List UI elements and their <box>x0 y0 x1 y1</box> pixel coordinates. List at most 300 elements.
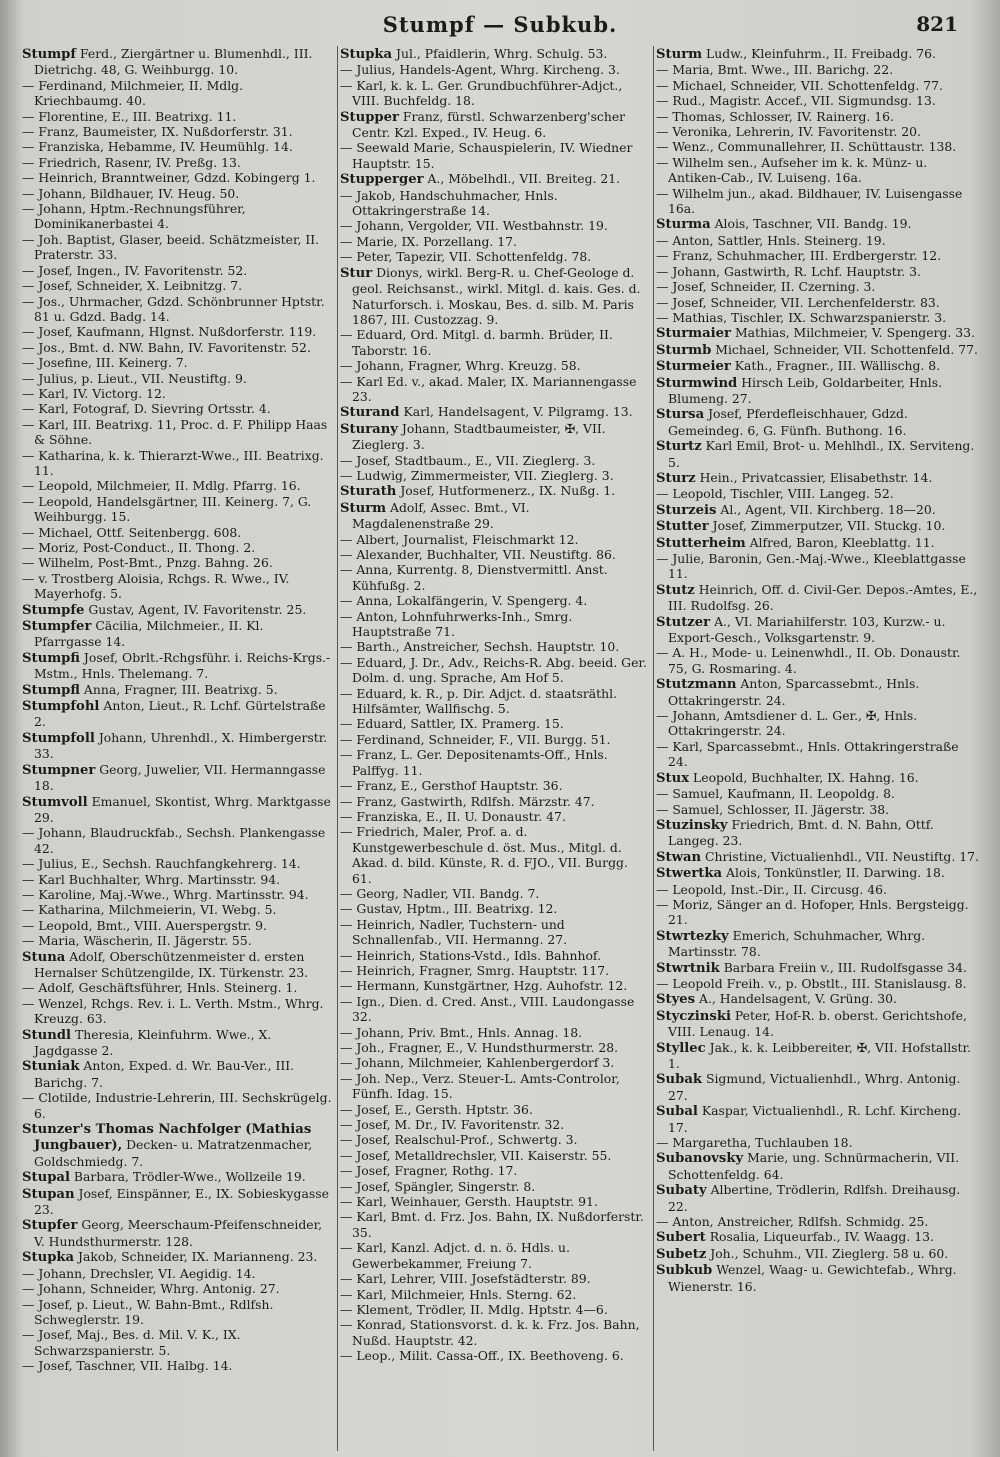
entry-surname: Sturmwind <box>656 375 738 391</box>
entry-surname: Stunzer's Thomas Nachfolger (Mathias Jungbauer), <box>22 1122 312 1154</box>
entry-text: A., Handelsagent, V. Grüng. 30. <box>695 991 897 1007</box>
directory-entry <box>656 124 982 139</box>
entry-text: — Heinrich, Branntweiner, Gdzd. Kobingerg 1. <box>22 170 316 186</box>
entry-text: — Karl Buchhalter, Whrg. Martinsstr. 94. <box>22 871 281 887</box>
directory-entry <box>656 1103 982 1135</box>
directory-columns <box>22 46 980 1451</box>
entry-text: — Eduard, k. R., p. Dir. Adjct. d. staatsräthl. Hilfsämter, Wallfischg. 5. <box>340 685 618 717</box>
entry-text: Johann, Stadtbaumeister, ✠, VII. Zieglerg. 3. <box>352 420 606 453</box>
entry-text: Christine, Victualienhdl., VII. Neustiftg. 17. <box>701 848 979 864</box>
directory-entry <box>656 786 982 801</box>
directory-entry <box>22 401 334 416</box>
directory-entry <box>22 1027 334 1059</box>
entry-text: — Anna, Lokalfängerin, V. Spengerg. 4. <box>340 593 588 609</box>
directory-entry <box>340 963 650 978</box>
entry-surname: Stutter <box>656 519 709 535</box>
directory-entry <box>340 794 650 809</box>
entry-text: — Josef, Metalldrechsler, VII. Kaiserstr. 55. <box>340 1147 612 1163</box>
directory-entry <box>22 1327 334 1358</box>
directory-entry <box>340 547 650 562</box>
directory-entry <box>656 375 982 407</box>
entry-surname: Sturtz <box>656 439 702 455</box>
directory-entry <box>656 93 982 108</box>
entry-surname: Stumpfi <box>22 650 80 666</box>
directory-entry <box>340 824 650 886</box>
entry-text: Barbara, Trödler-Wwe., Wollzeile 19. <box>69 1169 306 1185</box>
entry-surname: Stumvoll <box>22 794 88 810</box>
entry-text: — Georg, Nadler, VII. Bandg. 7. <box>340 885 540 901</box>
directory-entry <box>340 46 650 62</box>
entry-text: — Veronika, Lehrerin, IV. Favoritenstr. 20. <box>656 124 921 140</box>
entry-surname: Stutterheim <box>656 535 746 551</box>
directory-entry <box>340 171 650 187</box>
directory-entry <box>22 872 334 887</box>
entry-text: Alois, Taschner, VII. Bandg. 19. <box>710 216 912 232</box>
entry-surname: Sturmeier <box>656 359 731 375</box>
directory-entry <box>22 682 334 698</box>
entry-surname: Sturmaier <box>656 326 731 342</box>
directory-entry <box>340 468 650 483</box>
directory-entry <box>656 802 982 817</box>
directory-entry <box>22 1266 334 1281</box>
directory-entry <box>22 386 334 401</box>
entry-text: — Florentine, E., III. Beatrixg. 11. <box>22 108 237 124</box>
directory-entry <box>656 46 982 62</box>
entry-text: Anton, Exped. d. Wr. Bau-Ver., III. Barichg. 7. <box>34 1058 295 1090</box>
entry-text: — Friedrich, Rasenr, IV. Preßg. 13. <box>22 154 241 170</box>
entry-text: — Josef, Maj., Bes. d. Mil. V. K., IX. Schwarzspanierstr. 5. <box>22 1327 241 1358</box>
directory-entry <box>22 1249 334 1265</box>
entry-text: Anna, Fragner, III. Beatrixg. 5. <box>79 681 278 697</box>
entry-text: — Franziska, E., II. U. Donaustr. 47. <box>340 808 566 824</box>
entry-text: — Eduard, Ord. Mitgl. d. barmh. Brüder, II. Taborstr. 16. <box>340 327 613 358</box>
directory-entry <box>340 886 650 901</box>
directory-entry <box>340 609 650 640</box>
directory-entry <box>22 698 334 730</box>
entry-surname: Stupal <box>22 1170 70 1186</box>
directory-entry <box>340 404 650 420</box>
directory-entry <box>656 739 982 770</box>
entry-text: — Katharina, Milchmeierin, VI. Webg. 5. <box>22 902 277 918</box>
entry-text: — Barth., Anstreicher, Sechsh. Hauptstr. 10. <box>340 639 620 655</box>
entry-text: — Johann, Hptm.-Rechnungsführer, Dominikanerbastei 4. <box>22 201 246 232</box>
directory-entry <box>340 716 650 731</box>
entry-text: — Leopold, Handelsgärtner, III. Keinerg. 7, G. Weihburgg. 15. <box>22 493 312 525</box>
entry-text: — Anna, Kurrentg. 8, Dienstvermittl. Anst. Kühfußg. 2. <box>340 562 608 593</box>
entry-text: — Marie, IX. Porzellang. 17. <box>340 233 517 249</box>
entry-surname: Sturm <box>340 500 387 516</box>
entry-text: Anton, Lieut., R. Lchf. Gürtelstraße 2. <box>34 698 326 730</box>
directory-entry <box>340 483 650 499</box>
entry-text: — Margaretha, Tuchlauben 18. <box>656 1135 853 1151</box>
entry-text: Ludw., Kleinfuhrm., II. Freibadg. 76. <box>702 46 936 61</box>
entry-text: Albertine, Trödlerin, Rdlfsh. Dreihausg. 22. <box>668 1182 961 1214</box>
entry-text: Josef, Zimmerputzer, VII. Stuckg. 10. <box>708 518 946 534</box>
entry-surname: Sturma <box>656 217 711 233</box>
directory-entry <box>340 778 650 793</box>
entry-text: Georg, Juwelier, VII. Hermanngasse 18. <box>34 761 326 794</box>
directory-entry <box>656 109 982 124</box>
directory-entry <box>22 555 334 570</box>
directory-entry <box>340 686 650 717</box>
directory-entry <box>22 933 334 948</box>
entry-text: — Heinrich, Stations-Vstd., Idls. Bahnhof. <box>340 947 602 963</box>
entry-text: — Michael, Ottf. Seitenbergg. 608. <box>22 524 242 540</box>
entry-text: — Franz, Baumeister, IX. Nußdorferstr. 31. <box>22 124 293 140</box>
directory-entry <box>22 949 334 981</box>
directory-entry <box>340 218 650 233</box>
directory-entry <box>22 78 334 109</box>
directory-entry <box>22 1090 334 1121</box>
directory-entry <box>22 902 334 917</box>
entry-text: — Josef, Fragner, Rothg. 17. <box>340 1163 518 1179</box>
directory-entry <box>340 732 650 747</box>
entry-surname: Sturany <box>340 421 398 437</box>
entry-text: Anton, Sparcassebmt., Hnls. Ottakringerstr. 24. <box>668 676 920 708</box>
directory-entry <box>340 1117 650 1132</box>
entry-text: — Johann, Milchmeier, Kahlenbergerdorf 3. <box>340 1055 615 1071</box>
entry-surname: Stupperger <box>340 172 424 188</box>
entry-surname: Subert <box>656 1230 706 1246</box>
directory-entry <box>340 901 650 916</box>
entry-text: — Leopold, Tischler, VIII. Langeg. 52. <box>656 486 894 502</box>
entry-text: Georg, Meerschaum-Pfeifenschneider, V. Hundsthurmerstr. 128. <box>34 1217 323 1249</box>
directory-entry <box>22 1058 334 1090</box>
directory-entry <box>22 46 334 78</box>
directory-entry <box>340 948 650 963</box>
directory-entry <box>340 593 650 608</box>
directory-entry <box>340 747 650 778</box>
directory-entry <box>656 486 982 501</box>
directory-entry <box>22 1281 334 1296</box>
entry-surname: Stumpfohl <box>22 699 100 715</box>
entry-text: — Joh. Baptist, Glaser, beeid. Schätzmeister, II. Praterstr. 33. <box>22 231 320 263</box>
entry-text: — Jos., Bmt. d. NW. Bahn, IV. Favoritenstr. 52. <box>22 339 311 355</box>
entry-text: Franz, fürstl. Schwarzenberg'scher Centr. Kzl. Exped., IV. Heug. 6. <box>352 108 626 141</box>
entry-text: — Wenz., Communallehrer, II. Schüttaustr. 138. <box>656 139 957 155</box>
entry-text: — Franz, L. Ger. Depositenamts-Off., Hnls. Palffyg. 11. <box>340 747 608 778</box>
directory-entry <box>22 340 334 355</box>
entry-text: — Wilhelm sen., Aufseher im k. k. Münz- u. Antiken-Cab., IV. Luiseng. 16a. <box>656 154 928 186</box>
entry-text: Josef, Obrlt.-Rchgsführ. i. Reichs-Krgs.-Mstm., Hnls. Thelemang. 7. <box>34 649 331 682</box>
entry-text: Rosalia, Liqueurfab., IV. Waagg. 13. <box>705 1229 934 1245</box>
entry-text: — Wilhelm, Post-Bmt., Pnzg. Bahng. 26. <box>22 555 273 571</box>
directory-entry <box>22 571 334 602</box>
entry-surname: Stwrtezky <box>656 928 729 944</box>
directory-entry <box>656 928 982 960</box>
entry-text: — v. Trostberg Aloisia, Rchgs. R. Wwe., IV. Mayerhofg. 5. <box>22 570 290 602</box>
directory-entry <box>340 421 650 453</box>
directory-entry <box>656 865 982 881</box>
entry-text: — Konrad, Stationsvorst. d. k. k. Frz. Jos. Bahn, Nußd. Hauptstr. 42. <box>340 1317 640 1348</box>
entry-text: Alfred, Baron, Kleeblattg. 11. <box>745 534 935 550</box>
directory-entry <box>656 325 982 341</box>
directory-entry <box>22 355 334 370</box>
entry-text: — A. H., Mode- u. Leinenwhdl., II. Ob. Donaustr. 75, G. Rosmaring. 4. <box>656 645 961 676</box>
entry-text: — Gustav, Hptm., III. Beatrixg. 12. <box>340 901 558 917</box>
entry-text: — Leopold, Milchmeier, II. Mdlg. Pfarrg. 16. <box>22 478 301 494</box>
entry-text: — Leopold, Bmt., VIII. Auerspergstr. 9. <box>22 917 267 933</box>
directory-entry <box>22 263 334 278</box>
directory-entry <box>22 730 334 762</box>
directory-entry <box>656 233 982 248</box>
directory-entry <box>22 856 334 871</box>
directory-entry <box>340 1132 650 1147</box>
entry-text: Adolf, Assec. Bmt., VI. Magdalenenstraße 29. <box>352 499 530 532</box>
directory-entry <box>340 1271 650 1286</box>
entry-text: Emerich, Schuhmacher, Whrg. Martinsstr. 78. <box>668 927 926 960</box>
entry-surname: Styczinski <box>656 1008 731 1024</box>
entry-text: Joh., Schuhm., VII. Zieglerg. 58 u. 60. <box>706 1245 949 1261</box>
entry-text: — Josef, Stadtbaum., E., VII. Zieglerg. 3. <box>340 452 596 468</box>
entry-surname: Stutzer <box>656 614 711 630</box>
directory-entry <box>22 139 334 154</box>
directory-entry <box>656 518 982 534</box>
directory-entry <box>22 918 334 933</box>
entry-text: — Thomas, Schlosser, IV. Rainerg. 16. <box>656 108 894 124</box>
directory-entry <box>22 478 334 493</box>
directory-entry <box>656 1135 982 1150</box>
directory-entry <box>22 124 334 139</box>
entry-text: — Heinrich, Fragner, Smrg. Hauptstr. 117. <box>340 962 610 978</box>
entry-text: Josef, Hutformenerz., IX. Nußg. 1. <box>396 483 616 499</box>
entry-text: — Josef, E., Gersth. Hptstr. 36. <box>340 1101 533 1117</box>
entry-text: — Josef, Schneider, X. Leibnitzg. 7. <box>22 278 243 294</box>
entry-text: — Julius, E., Sechsh. Rauchfangkehrerg. 14. <box>22 856 301 872</box>
directory-entry <box>656 976 982 991</box>
entry-text: — Rud., Magistr. Accef., VII. Sigmundsg. 13. <box>656 93 936 109</box>
directory-entry <box>340 655 650 686</box>
entry-text: — Josef, Ingen., IV. Favoritenstr. 52. <box>22 262 248 278</box>
directory-entry <box>656 264 982 279</box>
directory-entry <box>340 1102 650 1117</box>
entry-text: Ferd., Ziergärtner u. Blumenhdl., III. Dietrichg. 48, G. Weihburgg. 10. <box>34 46 313 78</box>
entry-surname: Stuzinsky <box>656 817 728 833</box>
entry-text: Johann, Uhrenhdl., X. Himbergerstr. 33. <box>34 729 328 762</box>
directory-entry <box>656 1246 982 1262</box>
directory-entry <box>656 186 982 217</box>
column-middle <box>340 46 650 1451</box>
directory-entry <box>656 139 982 154</box>
entry-text: — Karl, Kanzl. Adjct. d. n. ö. Hdls. u. Gewerbekammer, Freiung 7. <box>340 1240 570 1271</box>
directory-entry <box>22 324 334 339</box>
directory-entry <box>22 1121 334 1169</box>
entry-text: Cäcilia, Milchmeier., II. Kl. Pfarrgasse 14. <box>34 618 264 650</box>
entry-text: Marie, ung. Schnürmacherin, VII. Schottenfeldg. 64. <box>668 1150 960 1182</box>
entry-surname: Stumpfer <box>22 619 92 635</box>
entry-text: — Anton, Lohnfuhrwerks-Inh., Smrg. Hauptstraße 71. <box>340 608 573 640</box>
column-left <box>22 46 334 1451</box>
entry-text: Dionys, wirkl. Berg-R. u. Chef-Geologe d. geol. Reichsanst., wirkl. Mitgl. d. kais. Ges. d. Naturforsch. i. Moskau, Bes. d. silb. M. Paris 1867, III. Custozzag. 9. <box>352 264 641 327</box>
directory-entry <box>22 371 334 386</box>
directory-entry <box>656 279 982 294</box>
entry-text: Hirsch Leib, Goldarbeiter, Hnls. Blumeng. 27. <box>668 374 943 406</box>
entry-surname: Stumpfoll <box>22 730 95 746</box>
entry-text: — Karl, Sparcassebmt., Hnls. Ottakringerstraße 24. <box>656 738 959 770</box>
entry-text: — Leopold, Inst.-Dir., II. Circusg. 46. <box>656 881 887 897</box>
entry-text: — Katharina, k. k. Thierarzt-Wwe., III. Beatrixg. 11. <box>22 447 324 478</box>
directory-entry <box>656 1229 982 1245</box>
entry-text: — Wenzel, Rchgs. Rev. i. L. Verth. Mstm., Whrg. Kreuzg. 63. <box>22 995 324 1027</box>
entry-text: — Franziska, Hebamme, IV. Heumühlg. 14. <box>22 139 293 155</box>
entry-text: — Klement, Trödler, II. Mdlg. Hptstr. 4—6. <box>340 1301 608 1317</box>
directory-entry <box>656 676 982 708</box>
entry-surname: Stur <box>340 265 373 281</box>
directory-entry <box>22 1297 334 1328</box>
entry-text: Karl, Handelsagent, V. Pilgramg. 13. <box>399 404 633 420</box>
entry-text: — Moriz, Post-Conduct., II. Thong. 2. <box>22 540 256 555</box>
entry-surname: Stumpf <box>22 47 77 62</box>
directory-entry <box>656 1071 982 1103</box>
entry-text: — Clotilde, Industrie-Lehrerin, III. Sechskrügelg. 6. <box>22 1090 332 1121</box>
entry-text: — Maria, Bmt. Wwe., III. Barichg. 22. <box>656 62 894 78</box>
entry-text: — Julius, p. Lieut., VII. Neustiftg. 9. <box>22 370 247 386</box>
entry-surname: Subak <box>656 1072 703 1088</box>
entry-surname: Stux <box>656 770 690 786</box>
directory-entry <box>22 794 334 826</box>
entry-surname: Stwrtnik <box>656 960 720 976</box>
entry-text: — Johann, Priv. Bmt., Hnls. Annag. 18. <box>340 1024 583 1040</box>
directory-entry <box>340 1348 650 1363</box>
entry-surname: Stursa <box>656 407 705 423</box>
directory-entry <box>22 1217 334 1249</box>
entry-text: Karl Emil, Brot- u. Mehlhdl., IX. Serviteng. 5. <box>668 438 975 470</box>
column-divider <box>337 46 338 1451</box>
directory-entry <box>340 1071 650 1102</box>
directory-entry <box>340 327 650 358</box>
directory-entry <box>340 978 650 993</box>
directory-entry <box>656 1182 982 1214</box>
directory-entry <box>340 62 650 77</box>
directory-entry <box>340 1194 650 1209</box>
entry-text: Hein., Privatcassier, Elisabethstr. 14. <box>695 469 933 485</box>
entry-text: — Karoline, Maj.-Wwe., Whrg. Martinsstr. 94. <box>22 886 309 902</box>
directory-entry <box>340 188 650 219</box>
entry-surname: Stumpfe <box>22 602 85 618</box>
entry-text: — Seewald Marie, Schauspielerin, IV. Wiedner Hauptstr. 15. <box>340 140 633 171</box>
entry-surname: Subetz <box>656 1246 707 1262</box>
directory-entry <box>656 770 982 786</box>
directory-entry <box>22 278 334 293</box>
directory-entry <box>656 582 982 614</box>
directory-entry <box>340 358 650 373</box>
entry-surname: Subanovsky <box>656 1151 744 1167</box>
entry-text: — Julie, Baronin, Gen.-Maj.-Wwe., Kleeblattgasse 11. <box>656 551 966 582</box>
directory-entry <box>22 525 334 540</box>
entry-surname: Stwertka <box>656 866 723 882</box>
entry-text: — Josef, p. Lieut., W. Bahn-Bmt., Rdlfsh. Schweglerstr. 19. <box>22 1296 274 1327</box>
directory-entry <box>22 762 334 794</box>
directory-entry <box>22 825 334 856</box>
entry-text: Peter, Hof-R. b. oberst. Gerichtshofe, VIII. Lenaug. 14. <box>668 1007 967 1040</box>
entry-text: Adolf, Oberschützenmeister d. ersten Hernalser Schützengilde, IX. Türkenstr. 23. <box>34 948 309 980</box>
directory-entry <box>656 849 982 865</box>
entry-text: — Heinrich, Nadler, Tuchstern- und Schnallenfab., VII. Hermanng. 27. <box>340 916 568 948</box>
entry-text: Wenzel, Waag- u. Gewichtefab., Whrg. Wienerstr. 16. <box>668 1262 957 1294</box>
entry-text: Barbara Freiin v., III. Rudolfsgasse 34. <box>719 959 967 975</box>
directory-entry <box>22 650 334 682</box>
directory-entry <box>340 109 650 141</box>
entry-text: — Leop., Milit. Cassa-Off., IX. Beethoveng. 6. <box>340 1348 624 1364</box>
entry-text: Emanuel, Skontist, Whrg. Marktgasse 29. <box>34 793 331 825</box>
entry-text: — Josef, Spängler, Singerstr. 8. <box>340 1178 536 1194</box>
entry-text: — Anton, Anstreicher, Rdlfsh. Schmidg. 25. <box>656 1214 929 1230</box>
entry-text: A., Möbelhdl., VII. Breiteg. 21. <box>423 171 621 187</box>
entry-text: — Josef, Kaufmann, Hlgnst. Nußdorferstr. 119. <box>22 324 317 340</box>
directory-entry <box>340 1209 650 1240</box>
entry-text: Leopold, Buchhalter, IX. Hahng. 16. <box>689 769 919 785</box>
entry-text: — Josef, M. Dr., IV. Favoritenstr. 32. <box>340 1117 565 1133</box>
entry-text: — Eduard, Sattler, IX. Pramerg. 15. <box>340 716 564 732</box>
directory-entry <box>22 186 334 201</box>
entry-surname: Subaty <box>656 1183 707 1199</box>
entry-surname: Sturath <box>340 484 397 500</box>
directory-entry <box>22 155 334 170</box>
entry-text: — Ferdinand, Schneider, F., VII. Burgg. 51. <box>340 731 611 747</box>
directory-entry <box>340 917 650 948</box>
entry-text: Theresia, Kleinfuhrm. Wwe., X. Jagdgasse 2. <box>34 1026 272 1058</box>
entry-text: — Moriz, Sänger an d. Hofoper, Hnls. Bergsteigg. 21. <box>656 896 969 928</box>
directory-entry <box>340 809 650 824</box>
entry-surname: Stumpfl <box>22 682 80 698</box>
entry-text: — Johann, Amtsdiener d. L. Ger., ✠, Hnls. Ottakringerstr. 24. <box>656 708 918 739</box>
entry-text: — Karl, k. k. L. Ger. Grundbuchführer-Adjct., VIII. Buchfeldg. 18. <box>340 77 623 109</box>
entry-surname: Styllec <box>656 1040 706 1056</box>
entry-text: — Johann, Schneider, Whrg. Antonig. 27. <box>22 1281 280 1297</box>
entry-text: Sigmund, Victualienhdl., Whrg. Antonig. 27. <box>668 1071 961 1103</box>
entry-surname: Subal <box>656 1104 698 1120</box>
column-right <box>656 46 982 1451</box>
directory-entry <box>340 639 650 654</box>
entry-surname: Subkub <box>656 1263 713 1279</box>
directory-entry <box>22 494 334 525</box>
column-divider <box>653 46 654 1451</box>
entry-text: — Ign., Dien. d. Cred. Anst., VIII. Laudongasse 32. <box>340 993 635 1025</box>
directory-entry <box>22 602 334 618</box>
entry-text: — Ferdinand, Milchmeier, II. Mdlg. Kriechbaumg. 40. <box>22 77 244 109</box>
entry-text: — Karl Ed. v., akad. Maler, IX. Mariannengasse 23. <box>340 373 637 404</box>
entry-text: — Alexander, Buchhalter, VII. Neustiftg. 86. <box>340 547 616 562</box>
directory-entry <box>22 996 334 1027</box>
directory-entry <box>340 500 650 532</box>
entry-surname: Sturand <box>340 405 400 421</box>
entry-text: — Hermann, Kunstgärtner, Hzg. Auhofstr. 12. <box>340 978 628 994</box>
entry-surname: Styes <box>656 992 696 1008</box>
directory-entry <box>656 310 982 325</box>
entry-text: Kath., Fragner., III. Wällischg. 8. <box>730 358 941 374</box>
directory-entry <box>22 201 334 232</box>
directory-entry <box>656 248 982 263</box>
entry-text: — Johann, Fragner, Whrg. Kreuzg. 58. <box>340 358 581 374</box>
entry-text: Alois, Tonkünstler, II. Darwing. 18. <box>722 865 945 881</box>
entry-text: — Johann, Vergolder, VII. Westbahnstr. 19. <box>340 218 608 234</box>
directory-entry <box>22 1169 334 1185</box>
entry-surname: Stupka <box>22 1250 75 1266</box>
entry-text: — Joh., Fragner, E., V. Hundsthurmerstr. 28. <box>340 1040 619 1055</box>
entry-text: — Albert, Journalist, Fleischmarkt 12. <box>340 531 579 547</box>
entry-text: — Franz, E., Gersthof Hauptstr. 36. <box>340 778 563 794</box>
entry-text: — Josef, Schneider, II. Czerning. 3. <box>656 279 876 295</box>
directory-entry <box>656 358 982 374</box>
entry-surname: Stuniak <box>22 1059 80 1075</box>
page-header <box>0 10 1000 44</box>
entry-text: Michael, Schneider, VII. Schottenfeld. 77. <box>711 341 978 357</box>
directory-entry <box>656 78 982 93</box>
entry-text: — Mathias, Tischler, IX. Schwarzspanierstr. 3. <box>656 309 947 325</box>
directory-entry <box>656 897 982 928</box>
entry-text: Jak., k. k. Leibbereiter, ✠, VII. Hofstallstr. 1. <box>668 1039 972 1071</box>
entry-text: — Wilhelm jun., akad. Bildhauer, IV. Luisengasse 16a. <box>656 185 963 217</box>
